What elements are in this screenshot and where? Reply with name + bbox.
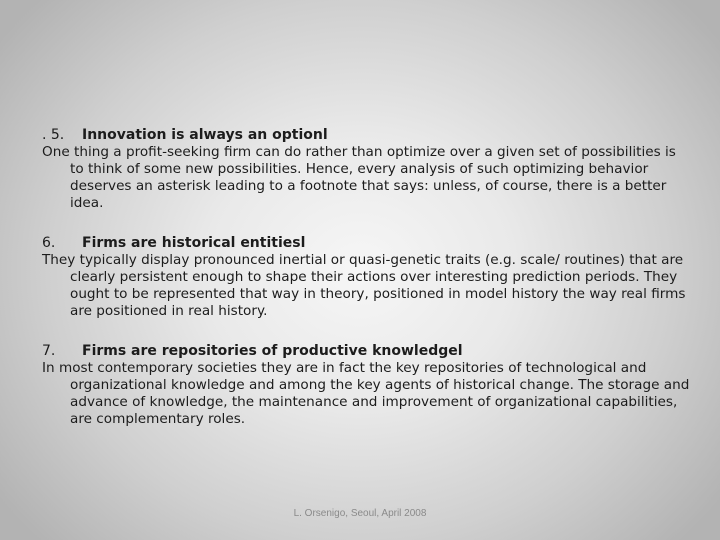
point-6: [42, 234, 692, 320]
point-heading: [42, 126, 692, 144]
point-number: 7.: [42, 343, 56, 359]
point-title: Firms are repositories of productive knowledgel: [82, 343, 463, 359]
point-heading: [42, 342, 692, 360]
point-5: [42, 126, 692, 212]
point-title: Firms are historical entitiesl: [82, 235, 306, 251]
point-text: They typically display pronounced inertial or quasi-genetic traits (e.g. scale/ routines) that are clearly persistent enough to shape their actions over interesting prediction periods. They ought to be represented that way in theory, positioned in model history the way real firms are positioned in real history.: [42, 252, 686, 319]
point-number: 6.: [42, 235, 56, 251]
point-7: [42, 342, 692, 428]
slide-footer: L. Orsenigo, Seoul, April 2008: [293, 508, 427, 519]
point-text: In most contemporary societies they are in fact the key repositories of technological and organizational knowledge and among the key agents of historical change. The storage and advance of knowledge, the maintenance and improvement of organizational capabilities, are complementary roles.: [42, 360, 690, 427]
point-heading: [42, 234, 692, 252]
point-text: One thing a profit-seeking firm can do rather than optimize over a given set of possibilities is to think of some new possibilities. Hence, every analysis of such optimizing behavior deserves an asterisk leading to a footnote that says: unless, of course, there is a better idea.: [42, 144, 676, 211]
point-title: Innovation is always an optionl: [82, 127, 328, 143]
slide-content: [42, 126, 692, 428]
point-number: . 5.: [42, 127, 65, 143]
